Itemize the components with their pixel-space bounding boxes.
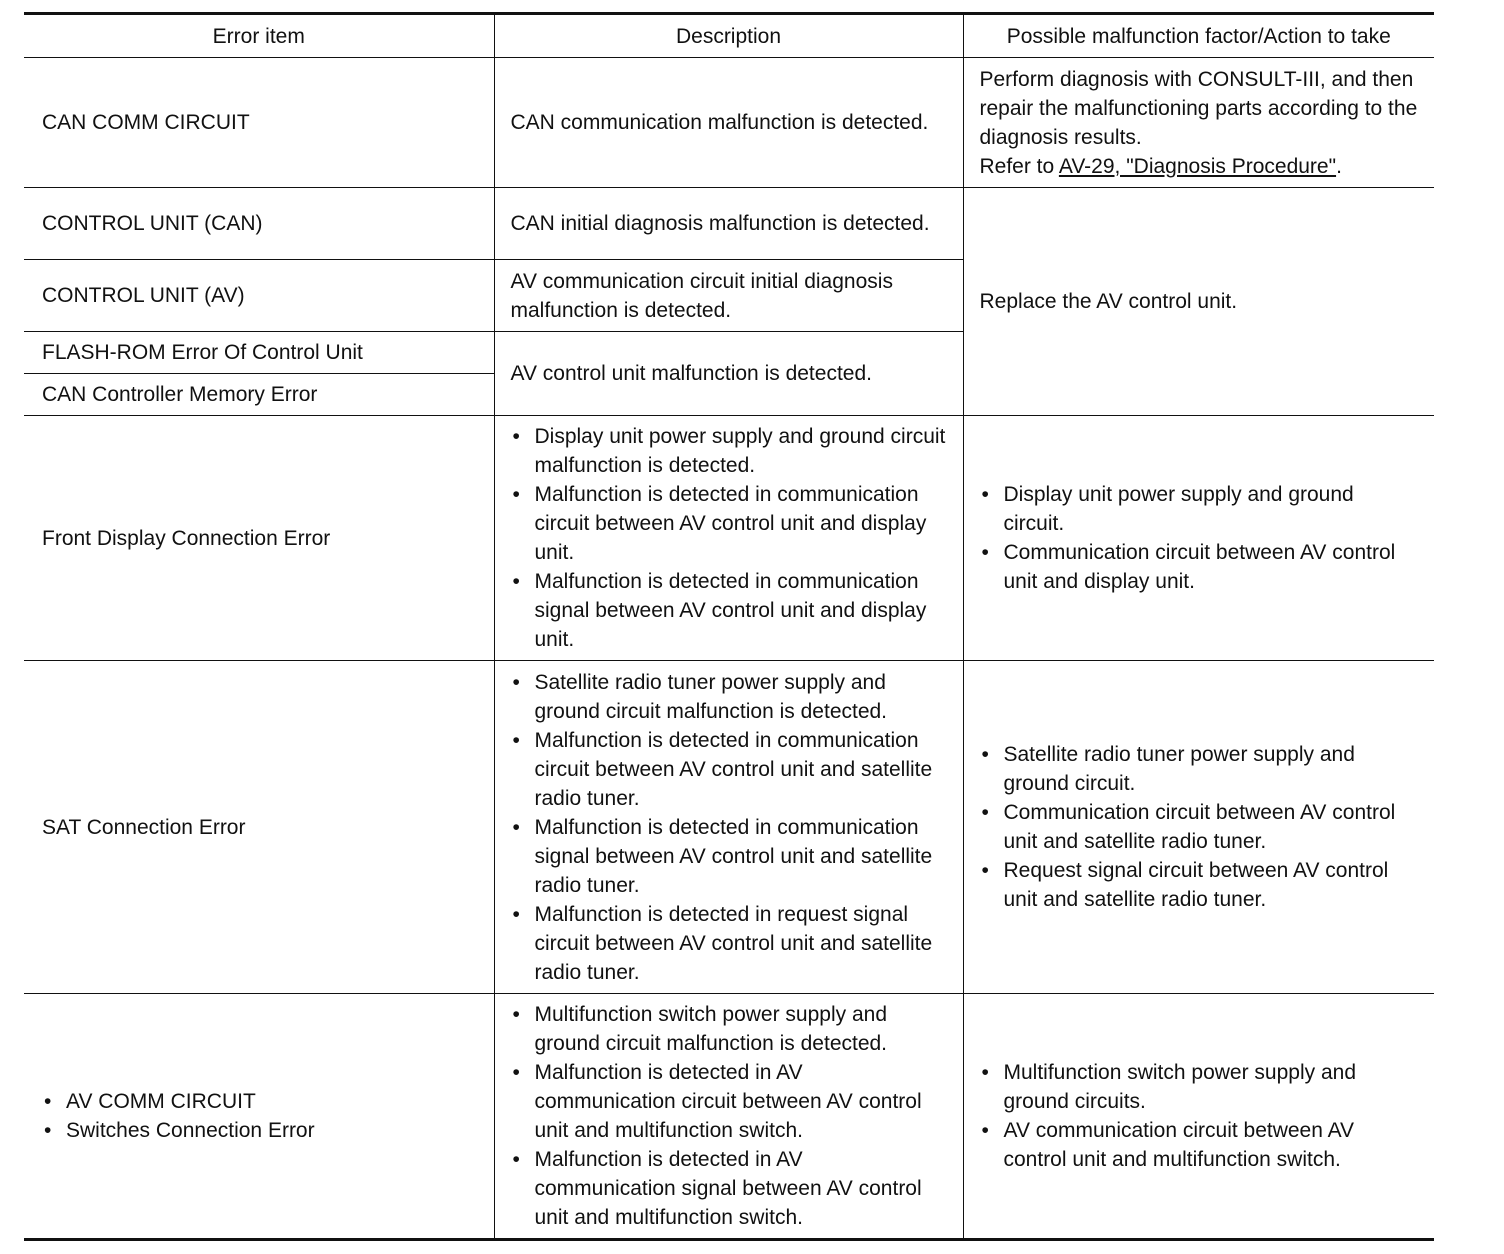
error-item-list (42, 1087, 480, 1145)
list-item: • Display unit power supply and ground circuit malfunction is detected. (511, 422, 949, 480)
action-cell (963, 661, 1434, 994)
table-row (24, 661, 1434, 994)
error-item-cell: CAN COMM CIRCUIT (24, 58, 494, 188)
list-item: • Satellite radio tuner power supply and ground circuit malfunction is detected. (511, 668, 949, 726)
error-item-cell: CONTROL UNIT (CAN) (24, 188, 494, 260)
action-text: Perform diagnosis with CONSULT-III, and then repair the malfunctioning parts according to the diagnosis results. (979, 67, 1418, 149)
header-action: Possible malfunction factor/Action to take (963, 14, 1434, 58)
description-cell (494, 661, 963, 994)
table-row (24, 188, 1434, 260)
list-item: • Communication circuit between AV control unit and satellite radio tuner. (980, 798, 1421, 856)
list-item: • Malfunction is detected in AV communication circuit between AV control unit and multifunction switch. (511, 1058, 949, 1145)
list-item: • Malfunction is detected in request signal circuit between AV control unit and satellite radio tuner. (511, 900, 949, 987)
description-cell (494, 416, 963, 661)
description-list (511, 1000, 949, 1232)
list-item: • Malfunction is detected in communication signal between AV control unit and display unit. (511, 567, 949, 654)
action-cell (963, 416, 1434, 661)
description-cell (494, 994, 963, 1240)
list-item: • Display unit power supply and ground circuit. (980, 480, 1421, 538)
header-row (24, 14, 1434, 58)
list-item: • Communication circuit between AV control unit and display unit. (980, 538, 1421, 596)
list-item: • Switches Connection Error (42, 1116, 480, 1145)
list-item: • Malfunction is detected in communication circuit between AV control unit and display unit. (511, 480, 949, 567)
refer-prefix: Refer to (979, 154, 1059, 178)
list-item: • Satellite radio tuner power supply and ground circuit. (980, 740, 1421, 798)
description-cell: AV communication circuit initial diagnosis malfunction is detected. (494, 260, 963, 332)
table-row (24, 416, 1434, 661)
error-table (24, 12, 1434, 1241)
description-cell: CAN initial diagnosis malfunction is detected. (494, 188, 963, 260)
refer-suffix: . (1336, 154, 1342, 178)
error-item-cell (24, 994, 494, 1240)
action-cell: Replace the AV control unit. (963, 188, 1434, 416)
action-list (980, 1058, 1421, 1174)
error-item-cell: SAT Connection Error (24, 661, 494, 994)
description-cell: CAN communication malfunction is detected. (494, 58, 963, 188)
action-list (980, 480, 1421, 596)
list-item: • Malfunction is detected in communication circuit between AV control unit and satellite radio tuner. (511, 726, 949, 813)
list-item: • Multifunction switch power supply and ground circuit malfunction is detected. (511, 1000, 949, 1058)
list-item: • Multifunction switch power supply and ground circuits. (980, 1058, 1421, 1116)
action-cell (963, 58, 1434, 188)
description-list (511, 422, 949, 654)
diagnosis-procedure-link[interactable]: AV-29, "Diagnosis Procedure" (1058, 154, 1337, 178)
error-item-cell: Front Display Connection Error (24, 416, 494, 661)
table-row (24, 994, 1434, 1240)
error-item-cell: CONTROL UNIT (AV) (24, 260, 494, 332)
error-item-cell: CAN Controller Memory Error (24, 374, 494, 416)
list-item: • AV communication circuit between AV control unit and multifunction switch. (980, 1116, 1421, 1174)
list-item: • Request signal circuit between AV control unit and satellite radio tuner. (980, 856, 1421, 914)
list-item: • Malfunction is detected in communication signal between AV control unit and satellite radio tuner. (511, 813, 949, 900)
action-list (980, 740, 1421, 914)
list-item: • AV COMM CIRCUIT (42, 1087, 480, 1116)
header-description: Description (494, 14, 963, 58)
error-item-cell: FLASH-ROM Error Of Control Unit (24, 332, 494, 374)
table-row (24, 58, 1434, 188)
description-list (511, 668, 949, 987)
header-error-item: Error item (24, 14, 494, 58)
action-cell (963, 994, 1434, 1240)
description-cell: AV control unit malfunction is detected. (494, 332, 963, 416)
list-item: • Malfunction is detected in AV communication signal between AV control unit and multifunction switch. (511, 1145, 949, 1232)
